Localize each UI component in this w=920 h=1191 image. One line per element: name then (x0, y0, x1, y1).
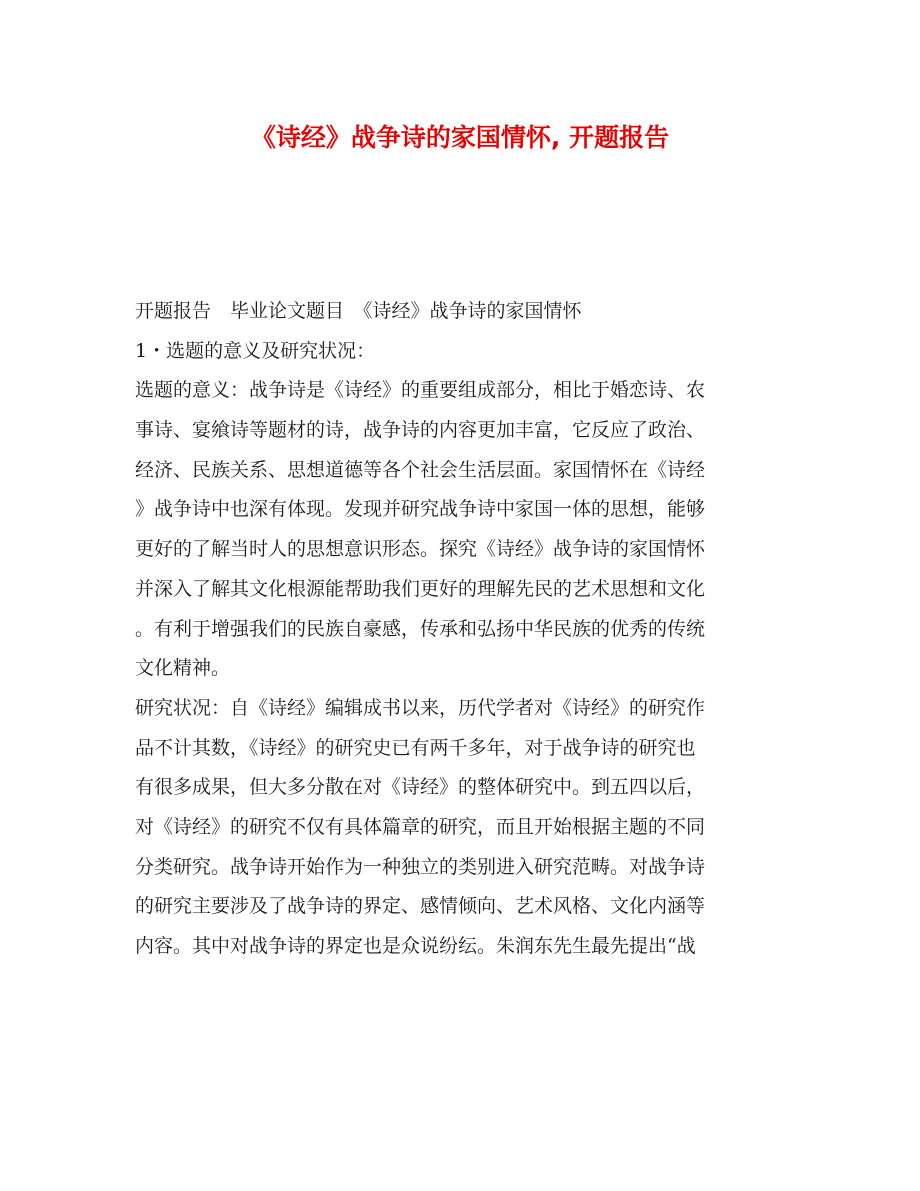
text-line: 研究状况：自《诗经》编辑成书以来，历代学者对《诗经》的研究作 (135, 696, 706, 719)
text-line: 文化精神。 (135, 657, 231, 680)
text-line: 分类研究。战争诗开始作为一种独立的类别进入研究范畴。对战争诗 (135, 855, 706, 878)
text-line: 开题报告 毕业论文题目 《诗经》战争诗的家国情怀 (135, 300, 582, 322)
text-line: 选题的意义：战争诗是《诗经》的重要组成部分，相比于婚恋诗、农 (135, 379, 706, 402)
text-line: 经济、民族关系、思想道德等各个社会生活层面。家国情怀在《诗经 (135, 458, 706, 481)
text-line: 品不计其数，《诗经》的研究史已有两千多年，对于战争诗的研究也 (135, 736, 696, 759)
text-line: 有很多成果，但大多分散在对《诗经》的整体研究中。到五四以后， (135, 776, 706, 799)
text-line: 。有利于增强我们的民族自豪感，传承和弘扬中华民族的优秀的传统 (135, 617, 706, 640)
document-title: 《诗经》战争诗的家国情怀, 开题报告 (250, 123, 670, 152)
text-line: 并深入了解其文化根源能帮助我们更好的理解先民的艺术思想和文化 (135, 577, 706, 600)
document-body (135, 292, 775, 967)
text-line: 的研究主要涉及了战争诗的界定、感情倾向、艺术风格、文化内涵等 (135, 895, 706, 918)
text-line: 事诗、宴飨诗等题材的诗，战争诗的内容更加丰富，它反应了政治、 (135, 419, 706, 442)
text-line: 》战争诗中也深有体现。发现并研究战争诗中家国一体的思想，能够 (135, 498, 706, 521)
text-line: 1・选题的意义及研究状况： (135, 339, 376, 362)
text-line: 内容。其中对战争诗的界定也是众说纷纭。朱润东先生最先提出“战 (135, 935, 696, 957)
text-line: 更好的了解当时人的思想意识形态。探究《诗经》战争诗的家国情怀 (135, 538, 706, 561)
text-line: 对《诗经》的研究不仅有具体篇章的研究，而且开始根据主题的不同 (135, 815, 706, 838)
